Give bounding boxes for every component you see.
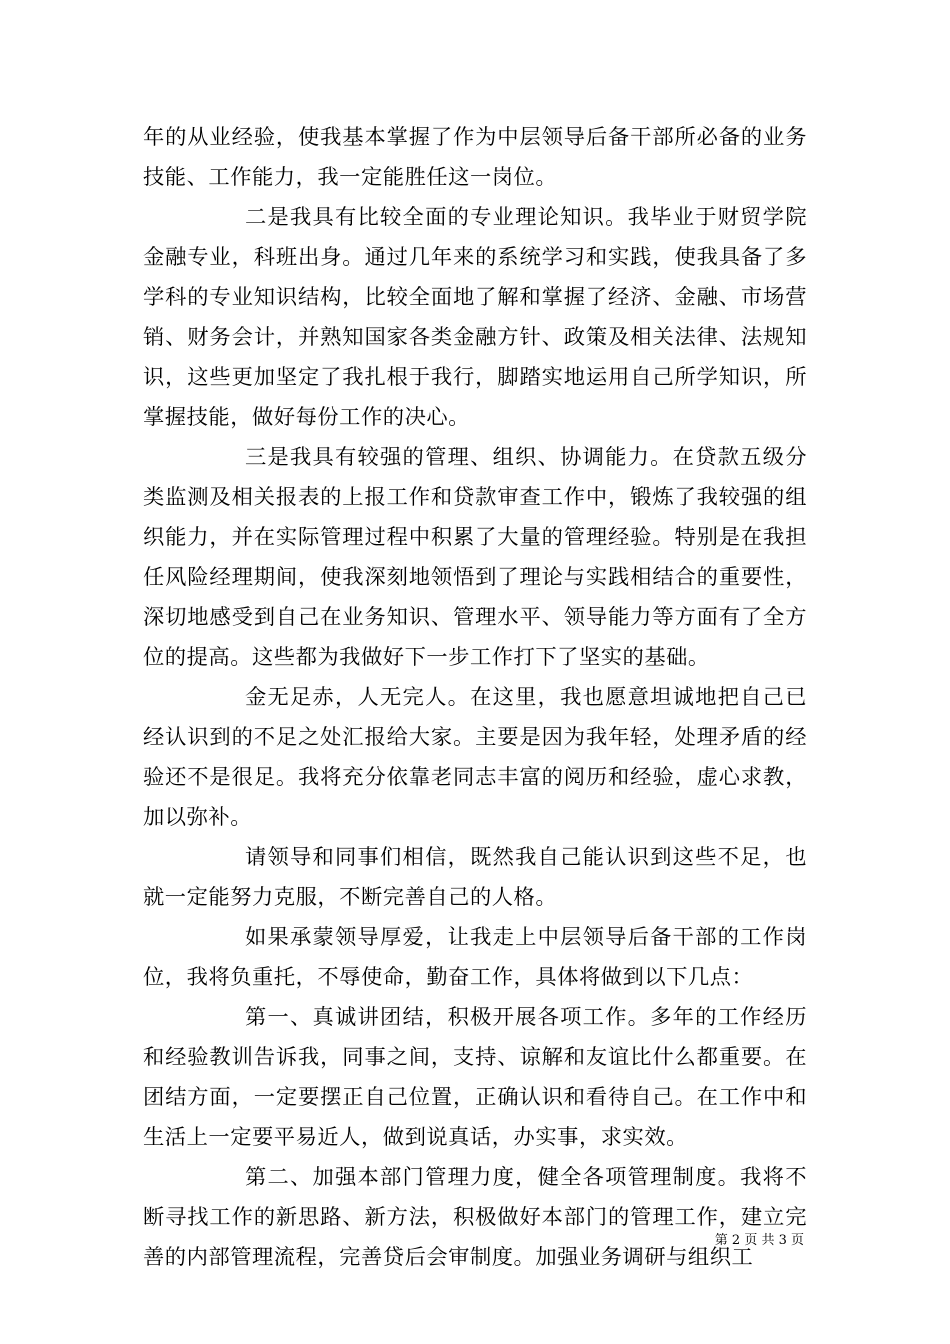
paragraph-point-one: 第一、真诚讲团结，积极开展各项工作。多年的工作经历和经验教训告诉我，同事之间，支持、谅解和友谊比什么都重要。在团结方面，一定要摆正自己位置，正确认识和看待自己。在工作中和生活上一定要平易近人，做到说真话，办实事，求实效。: [143, 1005, 807, 1150]
paragraph-commitment: 如果承蒙领导厚爱，让我走上中层领导后备干部的工作岗位，我将负重托，不辱使命，勤奋工作，具体将做到以下几点：: [143, 925, 807, 990]
paragraph-continuation: 年的从业经验，使我基本掌握了作为中层领导后备干部所必备的业务技能、工作能力，我一定能胜任这一岗位。: [143, 125, 807, 190]
paragraph-professional-knowledge: 二是我具有比较全面的专业理论知识。我毕业于财贸学院金融专业，科班出身。通过几年来的系统学习和实践，使我具备了多学科的专业知识结构，比较全面地了解和掌握了经济、金融、市场营销、财务会计，并熟知国家各类金融方针、政策及相关法律、法规知识，这些更加坚定了我扎根于我行，脚踏实地运用自己所学知识，所掌握技能，做好每份工作的决心。: [143, 205, 807, 430]
document-body: [143, 118, 807, 1278]
paragraph-management-ability: 三是我具有较强的管理、组织、协调能力。在贷款五级分类监测及相关报表的上报工作和贷款审查工作中，锻炼了我较强的组织能力，并在实际管理过程中积累了大量的管理经验。特别是在我担任风险经理期间，使我深刻地领悟到了理论与实践相结合的重要性，深切地感受到自己在业务知识、管理水平、领导能力等方面有了全方位的提高。这些都为我做好下一步工作打下了坚实的基础。: [143, 445, 807, 670]
page-number-footer: 第 2 页 共 3 页: [714, 1233, 804, 1248]
paragraph-request-trust: 请领导和同事们相信，既然我自己能认识到这些不足，也就一定能努力克服，不断完善自己的人格。: [143, 845, 807, 910]
paragraph-point-two: 第二、加强本部门管理力度，健全各项管理制度。我将不断寻找工作的新思路、新方法，积极做好本部门的管理工作，建立完善的内部管理流程，完善贷后会审制度。加强业务调研与组织工: [143, 1165, 807, 1270]
paragraph-shortcomings: 金无足赤，人无完人。在这里，我也愿意坦诚地把自己已经认识到的不足之处汇报给大家。主要是因为我年轻，处理矛盾的经验还不是很足。我将充分依靠老同志丰富的阅历和经验，虚心求教，加以弥补。: [143, 685, 807, 830]
